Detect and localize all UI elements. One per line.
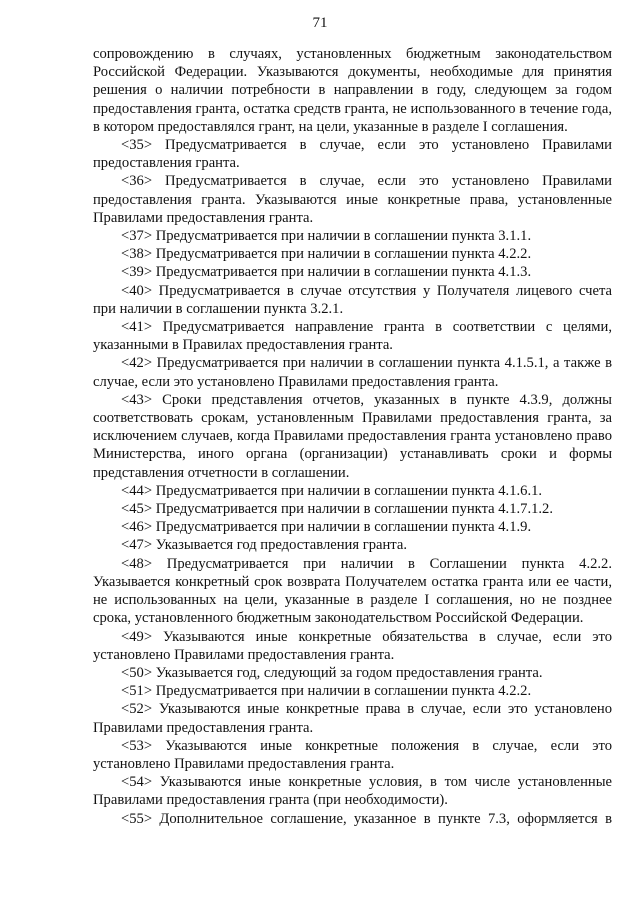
footnote-51: <51> Предусматривается при наличии в соглашении пункта 4.2.2. <box>121 683 532 700</box>
footnote-35: <35> Предусматривается в случае, если это установлено Правилами предоставления гранта. <box>93 137 612 172</box>
footnote-42: <42> Предусматривается при наличии в соглашении пункта 4.1.5.1, а также в случае, если это установлено Правилами предоставления гранта. <box>93 355 612 390</box>
footnote-47: <47> Указывается год предоставления гранта. <box>121 537 407 554</box>
document-body <box>93 45 612 828</box>
footnote-46: <46> Предусматривается при наличии в соглашении пункта 4.1.9. <box>121 519 532 536</box>
footnote-36: <36> Предусматривается в случае, если это установлено Правилами предоставления гранта. Указываются иные конкретные права, установленные Правилами предоставления гранта. <box>93 173 612 226</box>
footnote-54: <54> Указываются иные конкретные условия, в том числе установленные Правилами предоставления гранта (при необходимости). <box>93 774 612 809</box>
footnote-41: <41> Предусматривается направление гранта в соответствии с целями, указанными в Правилах предоставления гранта. <box>93 319 612 354</box>
footnote-38: <38> Предусматривается при наличии в соглашении пункта 4.2.2. <box>121 246 532 263</box>
footnote-40: <40> Предусматривается в случае отсутствия у Получателя лицевого счета при наличии в соглашении пункта 3.2.1. <box>93 282 612 317</box>
paragraph-continuation: сопровождению в случаях, установленных бюджетным законодательством Российской Федерации. Указываются документы, необходимые для принятия решения о наличии потребности в направлении в году, следующем за годом предоставления гранта, остатка средств гранта, не использованного в течение года, в котором предоставлялся грант, на цели, указанные в разделе I соглашения. <box>93 46 612 135</box>
footnote-43: <43> Сроки представления отчетов, указанных в пункте 4.3.9, должны соответствовать срокам, установленным Правилами предоставления гранта, за исключением случаев, когда Правилами предоставления гранта установлено право Министерства, иного органа (организации) устанавливать сроки и формы представления отчетности в соглашении. <box>93 391 612 481</box>
footnote-53: <53> Указываются иные конкретные положения в случае, если это установлено Правилами предоставления гранта. <box>93 737 612 772</box>
footnote-44: <44> Предусматривается при наличии в соглашении пункта 4.1.6.1. <box>121 482 543 499</box>
footnote-37: <37> Предусматривается при наличии в соглашении пункта 3.1.1. <box>121 228 532 245</box>
footnote-45: <45> Предусматривается при наличии в соглашении пункта 4.1.7.1.2. <box>121 501 553 518</box>
footnote-55: <55> Дополнительное соглашение, указанное в пункте 7.3, оформляется в <box>121 810 612 827</box>
page-number: 71 <box>312 15 328 31</box>
footnote-39: <39> Предусматривается при наличии в соглашении пункта 4.1.3. <box>121 264 532 281</box>
footnote-48: <48> Предусматривается при наличии в Соглашении пункта 4.2.2. Указывается конкретный срок возврата Получателем остатка гранта или ее части, не использованных на цели, указанные в разделе I соглашения, но не позднее срока, установленного бюджетным законодательством Российской Федерации. <box>93 555 612 627</box>
footnote-49: <49> Указываются иные конкретные обязательства в случае, если это установлено Правилами предоставления гранта. <box>93 628 612 663</box>
footnote-50: <50> Указывается год, следующий за годом предоставления гранта. <box>121 664 543 681</box>
footnote-52: <52> Указываются иные конкретные права в случае, если это установлено Правилами предоставления гранта. <box>93 701 612 736</box>
